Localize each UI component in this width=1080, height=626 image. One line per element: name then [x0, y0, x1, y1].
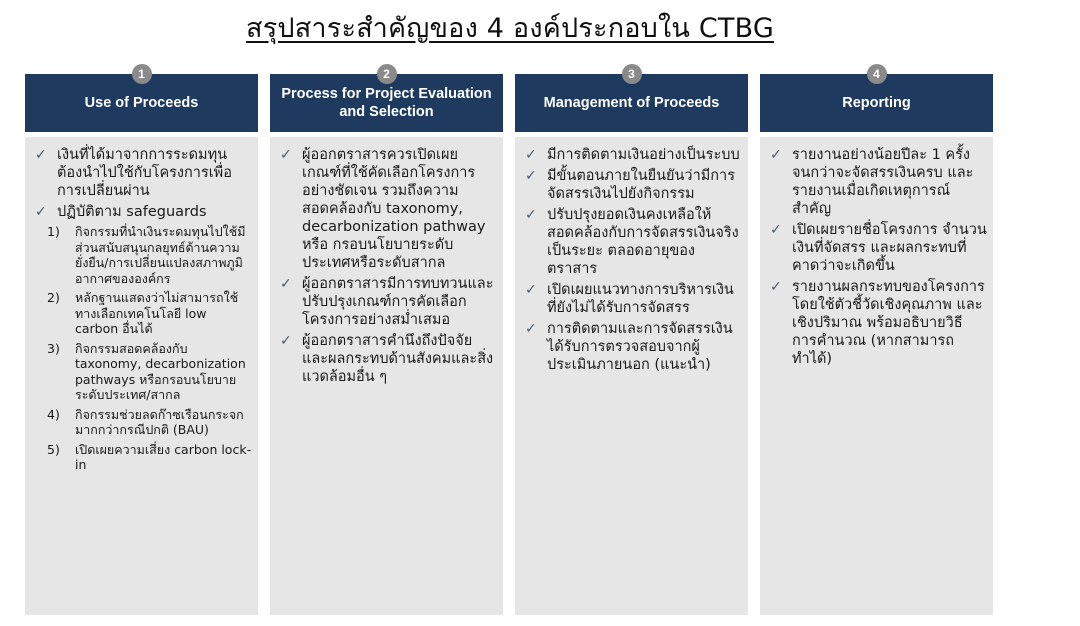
checkmark-icon: ✓ [525, 207, 537, 223]
column-body [515, 137, 748, 615]
step-number-badge: 1 [132, 64, 152, 84]
checkmark-icon: ✓ [280, 333, 292, 349]
column-body [25, 137, 258, 615]
list-item-text: เปิดเผยแนวทางการบริหารเงินที่ยังไม่ได้รับการจัดสรร [547, 282, 734, 316]
step-number-badge: 3 [622, 64, 642, 84]
list-item [770, 278, 987, 368]
list-item [770, 221, 987, 275]
list-item [525, 320, 742, 374]
column-body [270, 137, 503, 615]
column-heading: Management of Proceeds [543, 95, 720, 111]
list-item-text: รายงานอย่างน้อยปีละ 1 ครั้งจนกว่าจะจัดสรรเงินครบ และรายงานเมื่อเกิดเหตุการณ์สำคัญ [792, 147, 974, 217]
checkmark-icon: ✓ [525, 282, 537, 298]
checkmark-icon: ✓ [280, 147, 292, 163]
list-item-text: การติดตามและการจัดสรรเงินได้รับการตรวจสอบจากผู้ประเมินภายนอก (แนะนำ) [547, 321, 733, 373]
sub-item-number: 4) [47, 406, 60, 422]
sub-list-item [33, 341, 252, 403]
checkmark-icon: ✓ [280, 276, 292, 292]
sub-list-item [33, 442, 252, 473]
list-item [525, 206, 742, 278]
list-item-text: ปรับปรุงยอดเงินคงเหลือให้สอดคล้องกับการจัดสรรเงินจริงเป็นระยะ ตลอดอายุของตราสาร [547, 207, 739, 277]
sub-item-text: กิจกรรมช่วยลดก๊าซเรือนกระจกมากกว่ากรณีปกติ (BAU) [75, 406, 244, 437]
list-item-text: มีขั้นตอนภายในยืนยันว่ามีการจัดสรรเงินไปยังกิจกรรม [547, 168, 735, 202]
list-item-text: เงินที่ได้มาจากการระดมทุนต้องนำไปใช้กับโครงการเพื่อการเปลี่ยนผ่าน [57, 147, 232, 199]
sub-list-item [33, 407, 252, 438]
sub-item-number: 1) [47, 224, 60, 239]
sub-item-number: 2) [47, 290, 60, 305]
list-item [35, 203, 252, 221]
sub-item-text: เปิดเผยความเสี่ยง carbon lock-in [75, 441, 252, 472]
list-item [525, 167, 742, 203]
sub-item-number: 3) [47, 340, 60, 356]
list-item [770, 146, 987, 218]
list-item-text: รายงานผลกระทบของโครงการ โดยใช้ตัวชี้วัดเชิงคุณภาพ และเชิงปริมาณ พร้อมอธิบายวิธีการคำนวณ (หากสามารถทำได้) [792, 279, 985, 367]
list-item-text: ผู้ออกตราสารมีการทบทวนและปรับปรุงเกณฑ์การคัดเลือกโครงการอย่างสม่ำเสมอ [302, 276, 494, 328]
page-title: สรุปสาระสำคัญของ 4 องค์ประกอบใน CTBG [246, 13, 774, 44]
sub-item-text: กิจกรรมสอดคล้องกับ taxonomy, decarbonization pathways หรือกรอบนโยบายระดับประเทศ/สากล [75, 340, 246, 402]
checkmark-icon: ✓ [770, 147, 782, 163]
list-item [35, 146, 252, 200]
sub-list-item [33, 224, 252, 286]
list-item-text: ปฏิบัติตาม safeguards [57, 204, 207, 220]
list-item [280, 146, 497, 272]
checkmark-icon: ✓ [525, 147, 537, 163]
list-item [525, 146, 742, 164]
column-heading: Use of Proceeds [84, 95, 199, 111]
checkmark-icon: ✓ [525, 168, 537, 184]
checkmark-icon: ✓ [770, 279, 782, 295]
list-item [280, 275, 497, 329]
sub-item-text: กิจกรรมที่นำเงินระดมทุนไปใช้มีส่วนสนับสนุนกลยุทธ์ด้านความยั่งยืน/การเปลี่ยนแปลงสภาพภูมิอากาศขององค์กร [75, 224, 246, 286]
list-item-text: เปิดเผยรายชื่อโครงการ จำนวนเงินที่จัดสรร และผลกระทบที่คาดว่าจะเกิดขึ้น [792, 222, 987, 274]
list-item-text: ผู้ออกตราสารควรเปิดเผยเกณฑ์ที่ใช้คัดเลือกโครงการอย่างชัดเจน รวมถึงความสอดคล้องกับ taxonomy, decarbonization pathway หรือ กรอบนโยบายระดับประเทศหรือระดับสากล [302, 147, 486, 271]
sub-list [33, 224, 252, 473]
column-body [760, 137, 993, 615]
checkmark-icon: ✓ [770, 222, 782, 238]
list-item [525, 281, 742, 317]
step-number-badge: 2 [377, 64, 397, 84]
checkmark-icon: ✓ [35, 204, 47, 220]
sub-item-text: หลักฐานแสดงว่าไม่สามารถใช้ทางเลือกเทคโนโลยี low carbon อื่นได้ [75, 290, 239, 336]
column-heading: Reporting [842, 95, 911, 111]
column-heading: Process for Project Evaluation and Selection [281, 86, 492, 120]
list-item-text: มีการติดตามเงินอย่างเป็นระบบ [547, 147, 740, 163]
list-item-text: ผู้ออกตราสารคำนึงถึงปัจจัยและผลกระทบด้านสังคมและสิ่งแวดล้อมอื่น ๆ [302, 333, 494, 385]
sub-item-number: 5) [47, 441, 60, 457]
checkmark-icon: ✓ [35, 147, 47, 163]
step-number-badge: 4 [867, 64, 887, 84]
checkmark-icon: ✓ [525, 321, 537, 337]
sub-list-item [33, 290, 252, 337]
list-item [280, 332, 497, 386]
